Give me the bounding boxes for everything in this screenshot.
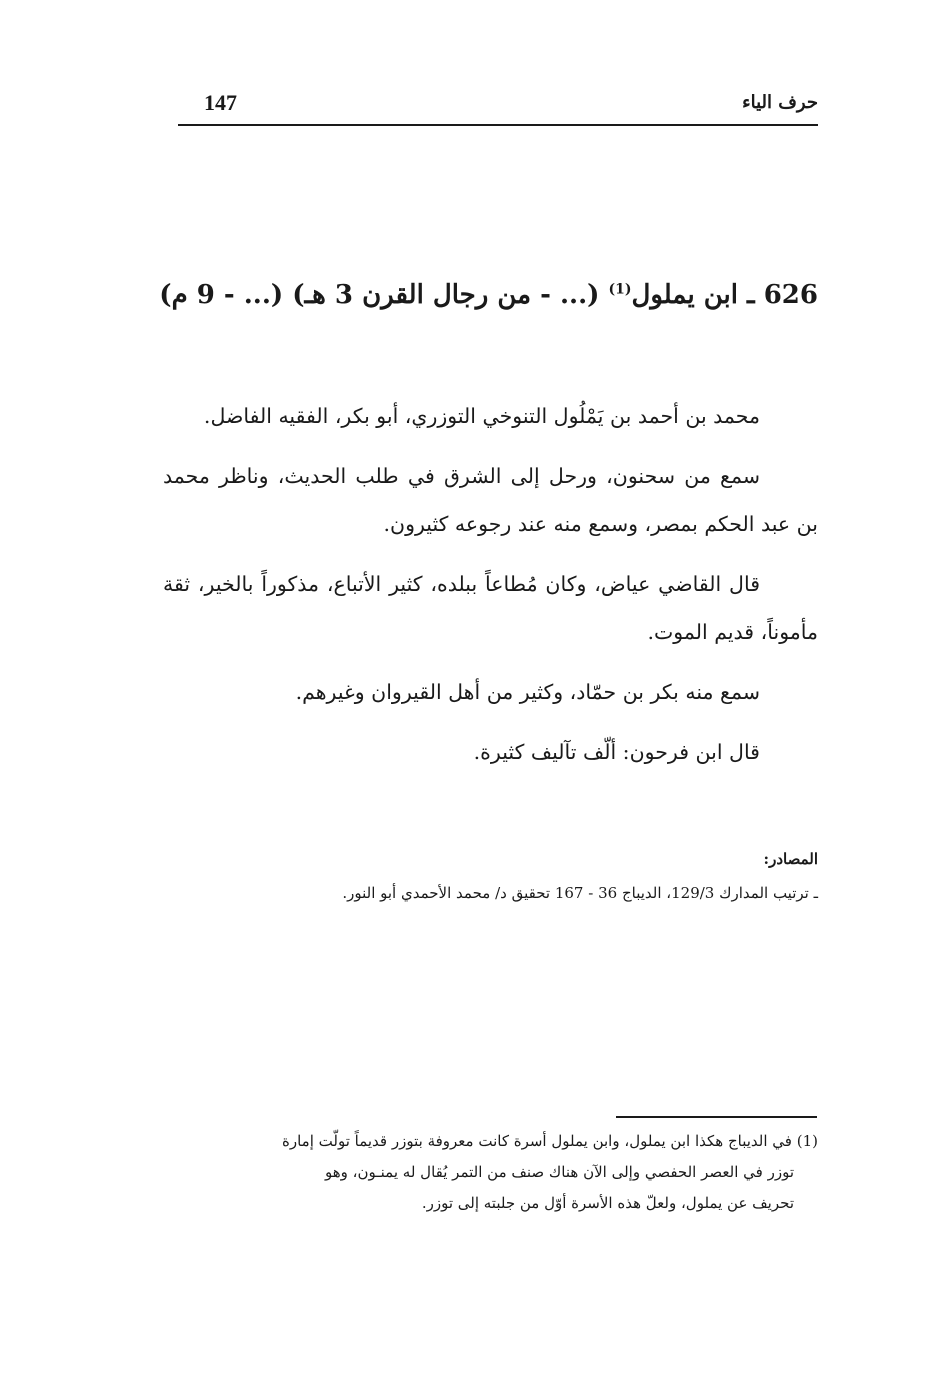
body-paragraph: سمع منه بكر بن حمّاد، وكثير من أهل القيروان وغيرهم. [295,680,760,704]
body-paragraph: قال ابن فرحون: ألّف تآليف كثيرة. [473,740,760,764]
entry-title [138,280,818,310]
sources-section [163,842,818,910]
body-paragraph: سمع من سحنون، ورحل إلى الشرق في طلب الحديث، وناظر محمد بن عبد الحكم بمصر، وسمع منه عند رجوعه كثيرون. [163,464,818,536]
footnote-divider [616,1116,817,1118]
entry-title-main: 626 ـ ابن يملول [631,280,818,310]
body-paragraph: محمد بن أحمد بن يَمْلُول التنوخي التوزري، أبو بكر، الفقيه الفاضل. [203,404,760,428]
footnote-line: تحريف عن يملول، ولعلّ هذه الأسرة أوّل من جلبته إلى توزر. [421,1194,794,1212]
body-paragraph: قال القاضي عياض، وكان مُطاعاً ببلده، كثير الأتباع، مذكوراً بالخير، ثقة مأموناً، قديم الموت. [163,572,818,644]
sources-heading: المصادر: [763,850,818,868]
footnote-line: (1) في الديباج هكذا ابن يملول، وابن يملول أسرة كانت معروفة بتوزر قديماً تولّت إمارة [282,1132,818,1150]
entry-body [163,392,818,788]
footnote [163,1126,818,1219]
entry-title-dates: (... - من رجال القرن 3 هـ) (... - 9 م) [159,280,609,310]
page-header [178,88,818,126]
running-title: حرف الياء [742,92,818,113]
title-footnote-marker[interactable]: (1) [608,281,632,298]
source-item: ـ ترتيب المدارك 129/3، الديباج 36 - 167 تحقيق د/ محمد الأحمدي أبو النور. [342,884,818,902]
footnote-line: توزر في العصر الحفصي وإلى الآن هناك صنف من التمر يُقال له يمنـون، وهو [324,1163,794,1181]
page-number: 147 [204,90,237,115]
